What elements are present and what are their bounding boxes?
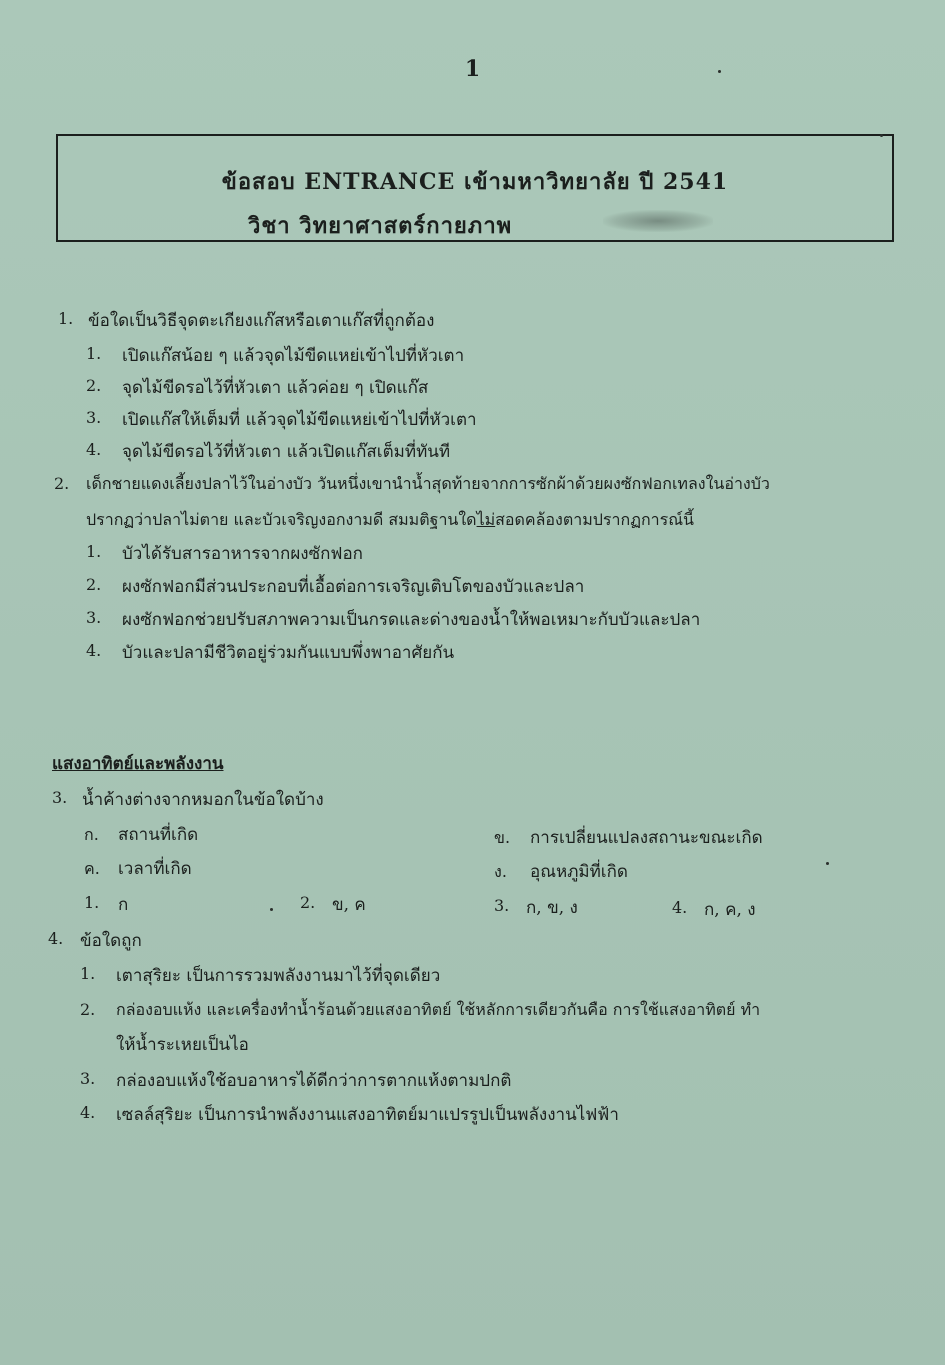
- option-number: 2.: [80, 1000, 96, 1019]
- option-number: 1.: [86, 542, 102, 561]
- question-text: ข้อใดเป็นวิธีจุดตะเกียงแก๊สหรือเตาแก๊สที่ถูกต้อง: [88, 311, 435, 331]
- underlined-not: ไม่: [476, 510, 496, 529]
- option-text: ผงซักฟอกมีส่วนประกอบที่เอื้อต่อการเจริญเติบโตของบัวและปลา: [122, 577, 585, 597]
- page-number: 1: [464, 56, 481, 82]
- option-text: เปิดแก๊สน้อย ๆ แล้วจุดไม้ขีดแหย่เข้าไปที่หัวเตา: [122, 346, 465, 366]
- question-text: เด็กชายแดงเลี้ยงปลาไว้ในอ่างบัว วันหนึ่งเขานำน้ำสุดท้ายจากการซักผ้าด้วยผงซักฟอกเทลงในอ่างบัว: [86, 474, 770, 493]
- exam-title: ข้อสอบ ENTRANCE เข้ามหาวิทยาลัย ปี 2541: [221, 169, 729, 195]
- item-label: ค.: [84, 859, 100, 878]
- choice-number: 3.: [494, 896, 510, 915]
- item-text: เวลาที่เกิด: [118, 859, 192, 879]
- choice-number: 1.: [84, 893, 100, 912]
- exam-subject: วิชา วิทยาศาสตร์กายภาพ: [248, 213, 513, 239]
- paper-speck: [270, 908, 273, 911]
- option-number: 3.: [86, 608, 102, 627]
- option-number: 3.: [86, 408, 102, 427]
- question-number: 2.: [54, 474, 70, 493]
- paper-speck: [880, 134, 883, 137]
- option-number: 1.: [80, 964, 96, 983]
- option-number: 2.: [86, 376, 102, 395]
- option-number: 4.: [86, 440, 102, 459]
- option-text: เปิดแก๊สให้เต็มที่ แล้วจุดไม้ขีดแหย่เข้าไปที่หัวเตา: [122, 410, 477, 430]
- item-label: ง.: [494, 862, 507, 881]
- choice-number: 2.: [300, 893, 316, 912]
- item-text: อุณหภูมิที่เกิด: [530, 862, 628, 882]
- question-text: ข้อใดถูก: [80, 931, 142, 951]
- option-number: 2.: [86, 575, 102, 594]
- option-text: เซลล์สุริยะ เป็นการนำพลังงานแสงอาทิตย์มาแปรรูปเป็นพลังงานไฟฟ้า: [116, 1105, 619, 1125]
- option-text: จุดไม้ขีดรอไว้ที่หัวเตา แล้วเปิดแก๊สเต็มที่ทันที: [122, 442, 451, 462]
- item-label: ข.: [494, 828, 511, 847]
- choice-text: ข, ค: [332, 895, 366, 915]
- question-number: 1.: [58, 309, 74, 328]
- choice-number: 4.: [672, 898, 688, 917]
- exam-title-box: [56, 134, 894, 242]
- option-text-continued: ให้น้ำระเหยเป็นไอ: [116, 1035, 249, 1055]
- choice-text: ก, ค, ง: [704, 900, 756, 920]
- choice-text: ก: [118, 895, 129, 915]
- option-number: 4.: [80, 1103, 96, 1122]
- option-number: 4.: [86, 641, 102, 660]
- item-label: ก.: [84, 825, 99, 844]
- paper-speck: [718, 70, 721, 73]
- option-number: 3.: [80, 1069, 96, 1088]
- choice-text: ก, ข, ง: [526, 898, 578, 918]
- option-text: จุดไม้ขีดรอไว้ที่หัวเตา แล้วค่อย ๆ เปิดแก๊ส: [122, 378, 429, 398]
- section-heading: แสงอาทิตย์และพลังงาน: [52, 754, 224, 774]
- option-text: กล่องอบแห้ง และเครื่องทำน้ำร้อนด้วยแสงอาทิตย์ ใช้หลักการเดียวกันคือ การใช้แสงอาทิตย์ ทำ: [116, 1000, 761, 1019]
- option-text: บัวและปลามีชีวิตอยู่ร่วมกันแบบพึ่งพาอาศัยกัน: [122, 643, 455, 663]
- question-number: 4.: [48, 929, 64, 948]
- option-text: บัวได้รับสารอาหารจากผงซักฟอก: [122, 544, 363, 564]
- option-number: 1.: [86, 344, 102, 363]
- option-text: กล่องอบแห้งใช้อบอาหารได้ดีกว่าการตากแห้งตามปกติ: [116, 1071, 512, 1091]
- option-text: เตาสุริยะ เป็นการรวมพลังงานมาไว้ที่จุดเดียว: [116, 966, 441, 986]
- item-text: สถานที่เกิด: [118, 825, 199, 845]
- question-text-line2: ปรากฏว่าปลาไม่ตาย และบัวเจริญงอกงามดี สมมติฐานใดไม่สอดคล้องตามปรากฏการณ์นี้: [86, 510, 694, 529]
- item-text: การเปลี่ยนแปลงสถานะขณะเกิด: [530, 828, 763, 848]
- option-text: ผงซักฟอกช่วยปรับสภาพความเป็นกรดและด่างของน้ำให้พอเหมาะกับบัวและปลา: [122, 610, 701, 630]
- question-text: น้ำค้างต่างจากหมอกในข้อใดบ้าง: [82, 790, 324, 810]
- question-number: 3.: [52, 788, 68, 807]
- paper-speck: [826, 862, 829, 865]
- ink-smudge: [603, 210, 713, 232]
